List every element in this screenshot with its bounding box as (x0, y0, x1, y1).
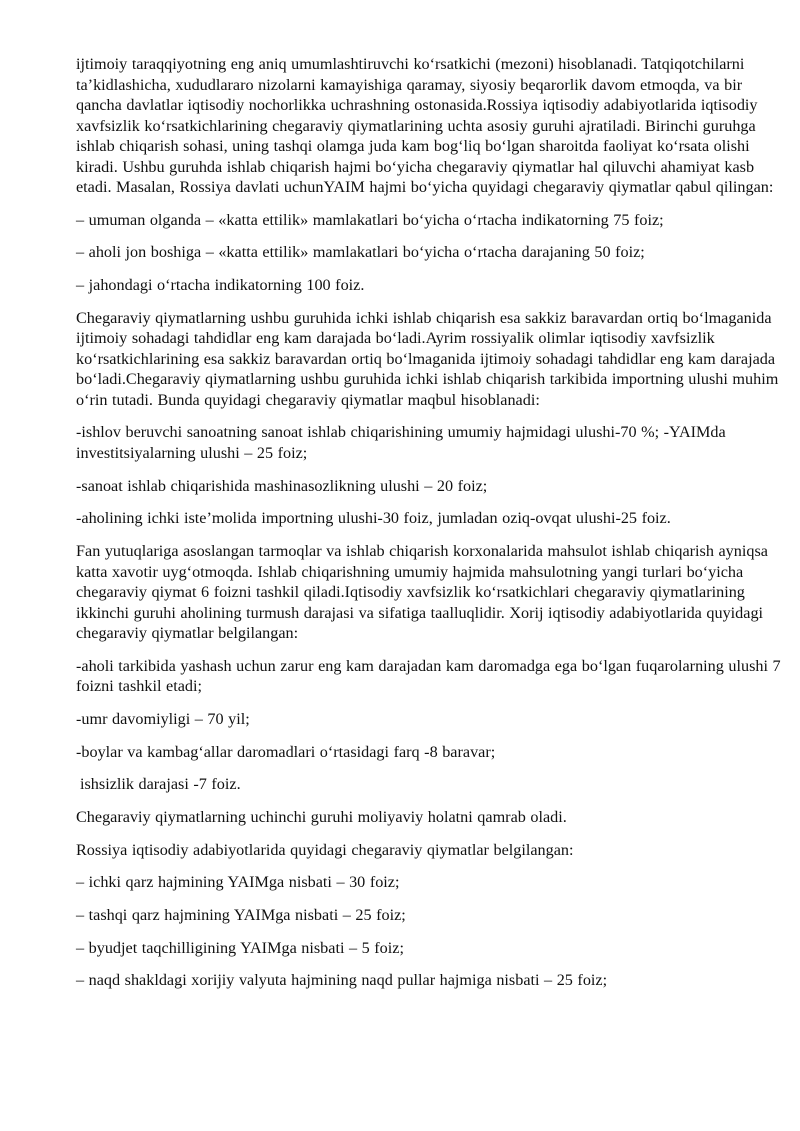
document-page (76, 54, 782, 1003)
paragraph-import-share: Chegaraviy qiymatlarning ushbu guruhida ichki ishlab chiqarish esa sakkiz baravardan ortiq boʻlmaganida ijtimoiy sohadagi tahdidlar eng kam darajada boʻladi.Ayrim rossiyalik olimlar iqtisodiy xavfsizlik koʻrsatkichlarining esa sakkiz baravardan ortiq boʻlmaganida ijtimoiy sohadagi tahdidlar eng kam darajada boʻladi.Chegaraviy qiymatlarning ushbu guruhida ichki ishlab chiqarish tarkibida importning ulushi muhim oʻrin tutadi. Bunda quyidagi chegaraviy qiymatlar maqbul hisoblanadi: (76, 308, 779, 409)
list-item-external-debt: – tashqi qarz hajmining YAIMga nisbati – 25 foiz; (76, 906, 406, 924)
list-item-poverty-share: -aholi tarkibida yashash uchun zarur eng kam darajadan kam daromadga ega boʻlgan fuqarolarning ulushi 7 foizni tashkil etadi; (76, 656, 781, 696)
list-item-world-average: – jahondagi oʻrtacha indikatorning 100 foiz. (76, 276, 365, 295)
list-item-per-capita: – aholi jon boshiga – «katta ettilik» mamlakatlari boʻyicha oʻrtacha darajaning 50 foiz; (76, 243, 645, 262)
list-item-domestic-debt: – ichki qarz hajmining YAIMga nisbati – 30 foiz; (76, 873, 400, 892)
list-item-life-expectancy: -umr davomiyligi – 70 yil; (76, 709, 250, 728)
list-item-budget-deficit: – byudjet taqchilligining YAIMga nisbati – 5 foiz; (76, 938, 404, 957)
paragraph-second-group: Fan yutuqlariga asoslangan tarmoqlar va ishlab chiqarish korxonalarida mahsulot ishlab chiqarish ayniqsa katta xavotir uygʻotmoqda. Ishlab chiqarishning umumiy hajmida mahsulotning yangi turlari boʻyicha chegaraviy qiymat 6 foizni tashkil qiladi.Iqtisodiy xavfsizlik koʻrsatkichlari chegaraviy qiymatlarining ikkinchi guruhi aholining turmush darajasi va sifatiga taalluqlidir. Xorij iqtisodiy adabiyotlarida quyidagi chegaraviy qiymatlar belgilangan: (76, 542, 768, 642)
paragraph-russian-literature: Rossiya iqtisodiy adabiyotlarida quyidagi chegaraviy qiymatlar belgilangan: (76, 840, 574, 859)
list-item-machine-building-share: -sanoat ishlab chiqarishida mashinasozlikning ulushi – 20 foiz; (76, 476, 488, 495)
list-item-import-consumption-share: -aholining ichki isteʼmolida importning ulushi-30 foiz, jumladan oziq-ovqat ulushi-25 foiz. (76, 509, 671, 528)
paragraph-third-group: Chegaraviy qiymatlarning uchinchi guruhi moliyaviy holatni qamrab oladi. (76, 807, 567, 826)
list-item-income-gap: -boylar va kambagʻallar daromadlari oʻrtasidagi farq -8 baravar; (76, 742, 496, 761)
paragraph-intro: ijtimoiy taraqqiyotning eng aniq umumlashtiruvchi koʻrsatkichi (mezoni) hisoblanadi. Tatqiqotchilarni taʼkidlashicha, xududlararo nizolarni kamayishiga qaramay, siyosiy beqarorlik davom etmoqda, va bir qancha davlatlar iqtisodiy nochorlikka uchrashning ostonasida.Rossiya iqtisodiy adabiyotlarida iqtisodiy xavfsizlik koʻrsatkichlarining chegaraviy qiymatlarining uchta asosiy guruhi ajratiladi. Birinchi guruhga ishlab chiqarish sohasi, uning tashqi olamga juda kam bogʻliq boʻlgan sharoitda faoliyat koʻrsata olishi kiradi. Ushbu guruhda ishlab chiqarish hajmi boʻyicha chegaraviy qiymatlar hal qiluvchi ahamiyat kasb etadi. Masalan, Rossiya davlati uchunYAIM hajmi boʻyicha quyidagi chegaraviy qiymatlar qabul qilingan: (76, 55, 774, 196)
list-item-manufacturing-share: -ishlov beruvchi sanoatning sanoat ishlab chiqarishining umumiy hajmidagi ulushi-70 %; -YAIMda investitsiyalarning ulushi – 25 foiz; (76, 423, 726, 462)
list-item-foreign-currency: – naqd shakldagi xorijiy valyuta hajmining naqd pullar hajmiga nisbati – 25 foiz; (76, 971, 608, 990)
list-item-overall: – umuman olganda – «katta ettilik» mamlakatlari boʻyicha oʻrtacha indikatorning 75 foiz; (76, 210, 664, 229)
list-item-unemployment: ishsizlik darajasi -7 foiz. (80, 775, 241, 794)
